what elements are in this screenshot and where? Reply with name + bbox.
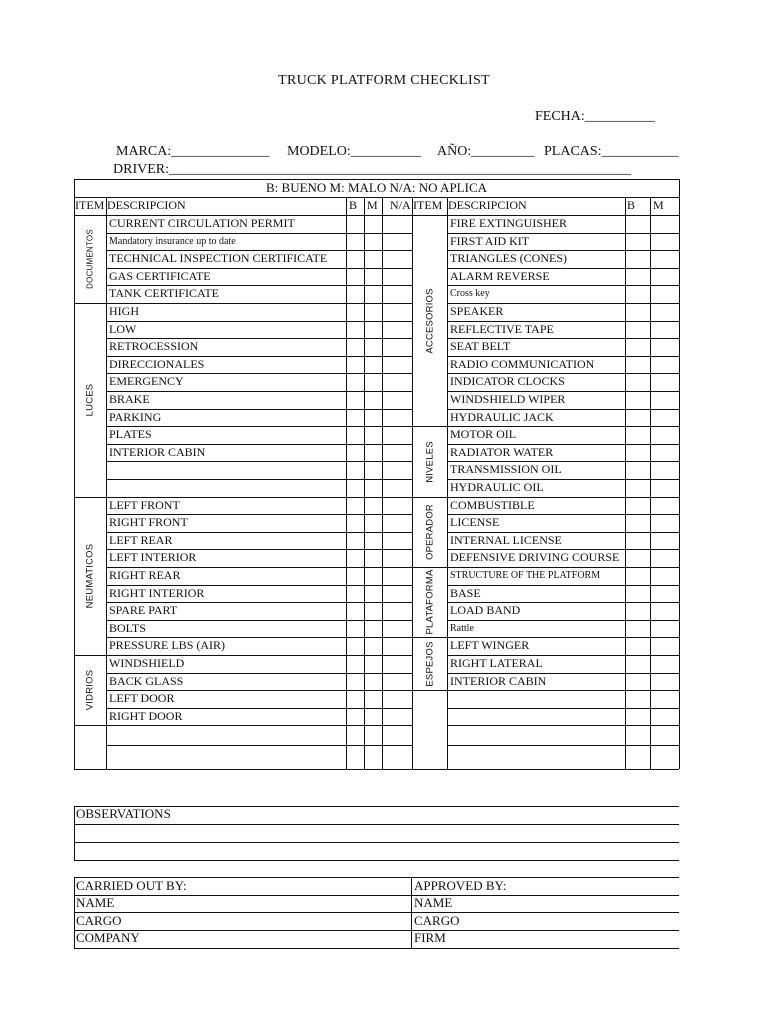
left-row-label: DIRECCIONALES: [109, 357, 205, 371]
left-row-label: PRESSURE LBS (AIR): [109, 638, 226, 652]
right-row-label: RADIATOR WATER: [450, 445, 554, 459]
column-header-m-right: M: [653, 198, 664, 212]
fecha-field[interactable]: FECHA:__________: [535, 109, 655, 124]
right-row-label: Rattle: [450, 623, 474, 634]
left-row-label: LOW: [109, 322, 137, 336]
grid-line: [625, 197, 626, 769]
right-row-label: WINDSHIELD WIPER: [450, 392, 566, 406]
grid-line: [650, 197, 651, 769]
legend: B: BUENO M: MALO N/A: NO APLICA: [265, 180, 487, 195]
right-row-label: BASE: [450, 586, 481, 600]
grid-line: [382, 197, 383, 769]
column-header-item-right: ITEM: [413, 198, 443, 212]
grid-line: [412, 197, 413, 769]
column-header-descripcion-right: DESCRIPCION: [448, 198, 527, 212]
signoff-line: [74, 948, 679, 949]
left-row-label: RIGHT INTERIOR: [109, 586, 205, 600]
marca-field[interactable]: MARCA:______________: [116, 144, 270, 159]
observation-line: [74, 824, 679, 825]
name-right-field[interactable]: NAME: [414, 895, 453, 910]
right-row-label: STRUCTURE OF THE PLATFORM: [450, 570, 601, 581]
group-label-espejos: ESPEJOS: [424, 640, 435, 687]
table-border: [679, 179, 680, 769]
column-header-descripcion: DESCRIPCION: [107, 198, 186, 212]
left-row-label: GAS CERTIFICATE: [109, 269, 211, 283]
signoff-border: [74, 877, 75, 948]
left-row-label: LEFT FRONT: [109, 498, 180, 512]
left-row-label: SPARE PART: [109, 603, 178, 617]
group-divider: [412, 497, 447, 498]
left-row-label: LEFT DOOR: [109, 691, 175, 705]
left-row-label: Mandatory insurance up to date: [109, 236, 236, 247]
right-row-label: FIRST AID KIT: [450, 234, 530, 248]
column-header-m: M: [367, 198, 378, 212]
right-row-label: REFLECTIVE TAPE: [450, 322, 554, 336]
right-row-label: INTERNAL LICENSE: [450, 533, 562, 547]
column-header-b-right: B: [627, 198, 636, 212]
left-row-label: RETROCESSION: [109, 339, 199, 353]
grid-line: [447, 620, 679, 621]
left-row-label: CURRENT CIRCULATION PERMIT: [109, 216, 295, 230]
right-row-label: COMBUSTIBLE: [450, 498, 535, 512]
group-label-operador: OPERADOR: [424, 504, 435, 560]
right-row-label: HYDRAULIC OIL: [450, 480, 544, 494]
carried-out-by-label: CARRIED OUT BY:: [76, 878, 187, 893]
page-title: TRUCK PLATFORM CHECKLIST: [278, 73, 490, 88]
cargo-right-field[interactable]: CARGO: [414, 913, 460, 928]
right-row-label: MOTOR OIL: [450, 427, 517, 441]
right-row-label: INTERIOR CABIN: [450, 674, 547, 688]
grid-line: [106, 620, 412, 621]
group-label-accesorios: ACCESORIOS: [424, 287, 435, 354]
grid-line: [106, 303, 412, 304]
signoff-border: [411, 877, 412, 948]
observation-line: [74, 842, 679, 843]
signoff-line: [74, 930, 679, 931]
left-row-label: RIGHT DOOR: [109, 709, 183, 723]
group-label-neumaticos: NEUMATICOS: [84, 543, 96, 609]
group-label-documentos: DOCUMENTOS: [85, 229, 95, 289]
grid-line: [346, 197, 347, 769]
signoff-line: [74, 912, 679, 913]
right-row-label: HYDRAULIC JACK: [450, 410, 554, 424]
group-label-vidrios: VIDRIOS: [84, 669, 96, 711]
left-row-label: BACK GLASS: [109, 674, 184, 688]
left-row-label: PARKING: [109, 410, 162, 424]
group-divider: [412, 690, 447, 691]
group-divider: [412, 426, 447, 427]
right-row-label: LICENSE: [450, 515, 500, 529]
ano-field[interactable]: AÑO:_________: [437, 144, 535, 159]
left-row-label: BRAKE: [109, 392, 150, 406]
left-row-label: INTERIOR CABIN: [109, 445, 206, 459]
group-divider: [74, 655, 106, 656]
group-divider: [412, 567, 447, 568]
column-header-na: N/A: [390, 198, 411, 212]
observation-line: [74, 860, 679, 861]
grid-line: [364, 197, 365, 769]
right-row-label: FIRE EXTINGUISHER: [450, 216, 567, 230]
left-row-label: LEFT INTERIOR: [109, 550, 197, 564]
placas-field[interactable]: PLACAS:___________: [544, 144, 679, 159]
group-divider: [74, 725, 106, 726]
group-label-plataforma: PLATAFORMA: [424, 569, 435, 635]
firm-field[interactable]: FIRM: [414, 930, 446, 945]
observations-label: OBSERVATIONS: [76, 806, 171, 821]
right-row-label: TRANSMISSION OIL: [450, 462, 562, 476]
group-label-niveles: NIVELES: [424, 440, 435, 483]
group-divider: [74, 303, 106, 304]
observation-border: [74, 806, 75, 860]
right-row-label: TRIANGLES (CONES): [450, 251, 567, 265]
right-row-label: SEAT BELT: [450, 339, 511, 353]
driver-field[interactable]: DRIVER:__________________________________________________________________: [113, 162, 631, 177]
grid-line: [106, 745, 412, 746]
left-row-label: PLATES: [109, 427, 152, 441]
name-left-field[interactable]: NAME: [76, 895, 115, 910]
grid-line: [106, 479, 412, 480]
right-row-label: RADIO COMMUNICATION: [450, 357, 595, 371]
right-row-label: Cross key: [450, 288, 490, 299]
group-divider: [74, 497, 106, 498]
left-row-label: TANK CERTIFICATE: [109, 286, 219, 300]
grid-line: [447, 745, 679, 746]
left-row-label: TECHNICAL INSPECTION CERTIFICATE: [109, 251, 328, 265]
approved-by-label: APPROVED BY:: [414, 878, 507, 893]
column-header-item: ITEM: [75, 198, 105, 212]
cargo-left-field[interactable]: CARGO: [76, 913, 122, 928]
table-border: [74, 179, 75, 769]
grid-line: [447, 708, 679, 709]
grid-line: [447, 197, 448, 769]
modelo-field[interactable]: MODELO:__________: [287, 144, 421, 159]
left-row-label: BOLTS: [109, 621, 146, 635]
group-label-luces: LUCES: [84, 383, 96, 417]
table-border: [74, 769, 679, 770]
right-row-label: LOAD BAND: [450, 603, 521, 617]
left-row-label: EMERGENCY: [109, 374, 184, 388]
grid-line: [106, 321, 412, 322]
right-row-label: DEFENSIVE DRIVING COURSE: [450, 550, 620, 564]
grid-line: [447, 585, 679, 586]
left-row-label: HIGH: [109, 304, 139, 318]
left-row-label: WINDSHIELD: [109, 656, 185, 670]
left-row-label: RIGHT FRONT: [109, 515, 188, 529]
grid-line: [447, 725, 679, 726]
right-row-label: INDICATOR CLOCKS: [450, 374, 565, 388]
company-field[interactable]: COMPANY: [76, 930, 140, 945]
group-divider: [412, 637, 447, 638]
right-row-label: SPEAKER: [450, 304, 504, 318]
signoff-line: [74, 895, 679, 896]
right-row-label: ALARM REVERSE: [450, 269, 550, 283]
right-row-label: LEFT WINGER: [450, 638, 530, 652]
grid-line: [106, 197, 107, 769]
left-row-label: RIGHT REAR: [109, 568, 181, 582]
right-row-label: RIGHT LATERAL: [450, 656, 543, 670]
left-row-label: LEFT REAR: [109, 533, 173, 547]
grid-line: [106, 391, 412, 392]
column-header-b: B: [349, 198, 358, 212]
